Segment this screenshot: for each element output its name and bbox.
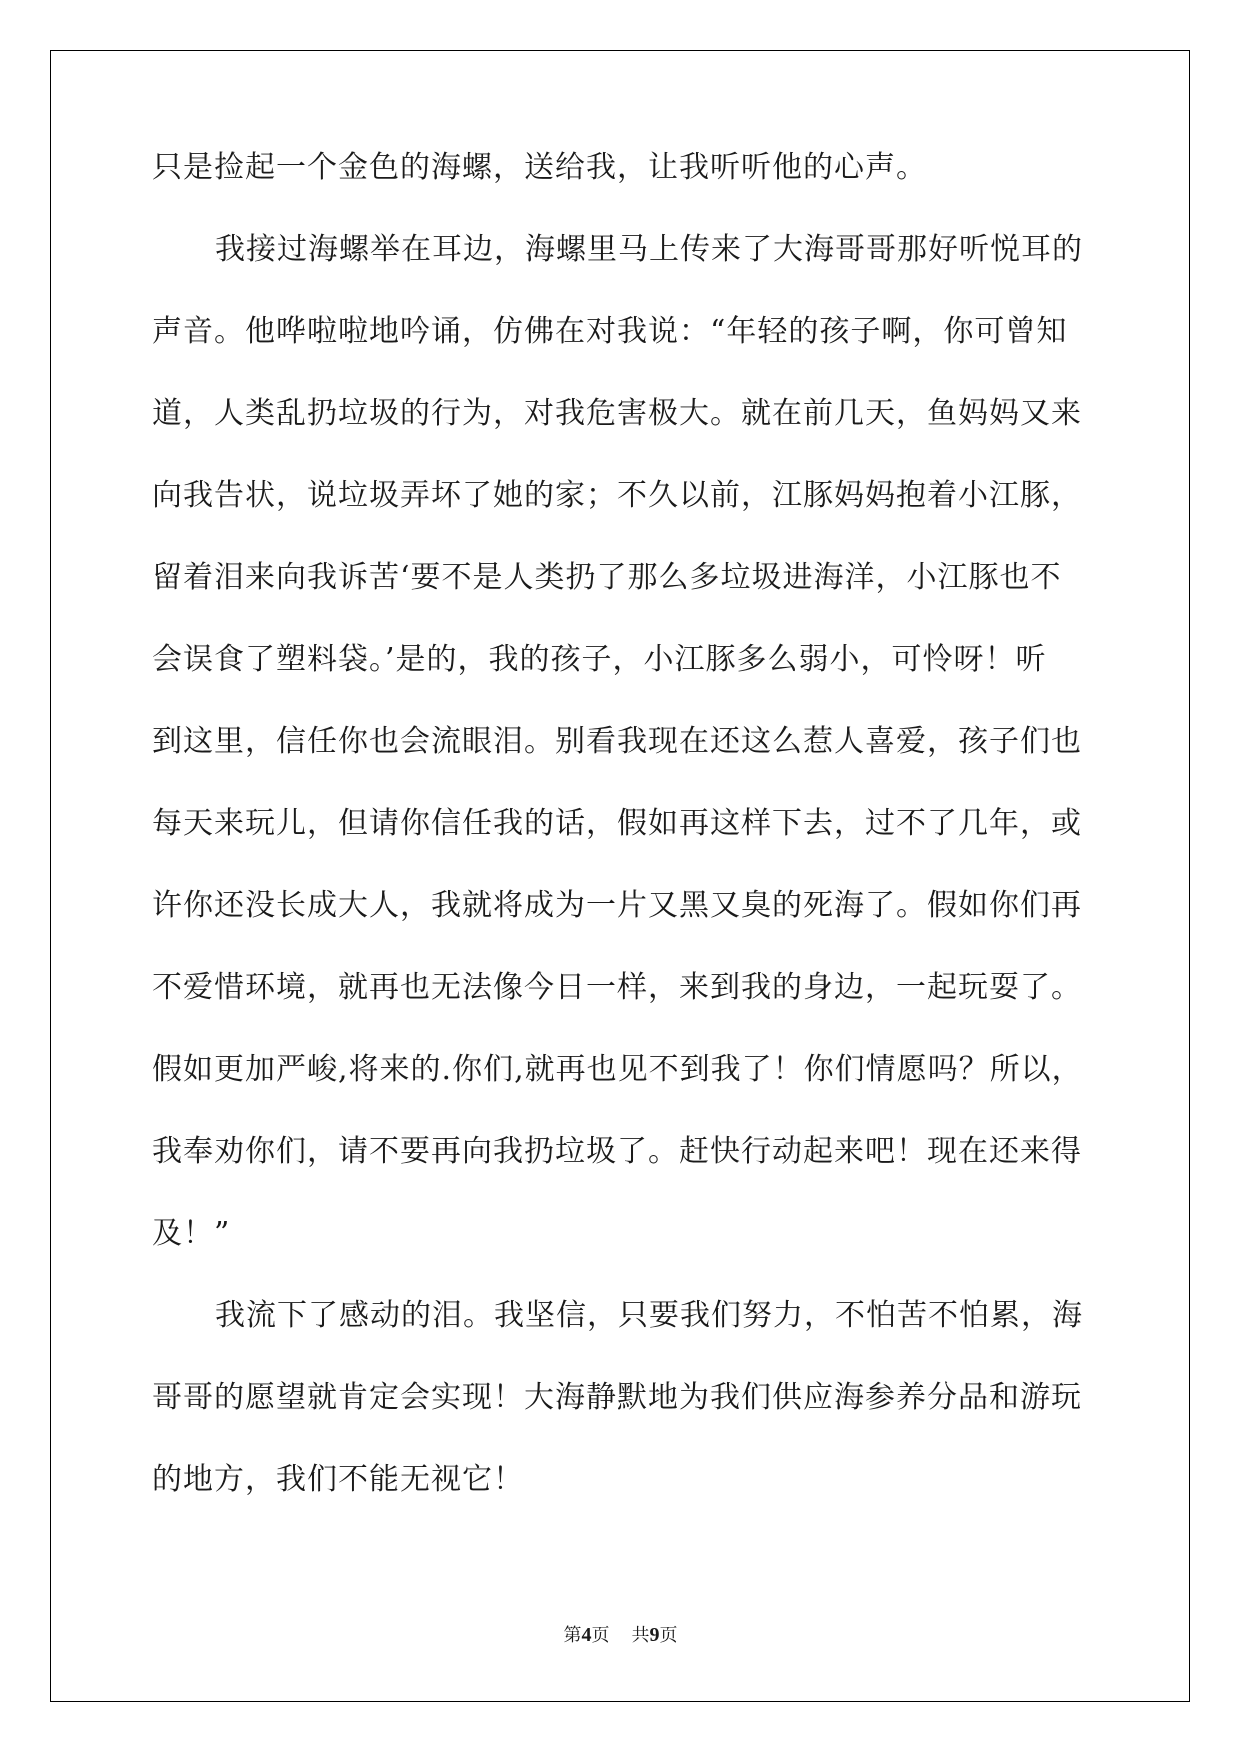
page-prefix: 第: [563, 1625, 582, 1646]
text-line-16: 哥哥的愿望就肯定会实现！大海静默地为我们供应海参养分品和游玩: [152, 1380, 1082, 1415]
text-line-2: 我接过海螺举在耳边，海螺里马上传来了大海哥哥那好听悦耳的: [215, 232, 1083, 267]
text-line-3: 声音。他哗啦啦地吟诵，仿佛在对我说：“年轻的孩子啊，你可曾知: [152, 314, 1068, 349]
text-line-10: 许你还没长成大人，我就将成为一片又黑又臭的死海了。假如你们再: [152, 888, 1082, 923]
document-body: [152, 151, 1087, 1545]
text-line-5: 向我告状，说垃圾弄坏了她的家；不久以前，江豚妈妈抱着小江豚，: [152, 478, 1082, 513]
total-prefix: 共: [631, 1625, 650, 1646]
text-line-8: 到这里，信任你也会流眼泪。别看我现在还这么惹人喜爱，孩子们也: [152, 724, 1082, 759]
page-suffix: 页: [591, 1625, 610, 1646]
text-line-4: 道，人类乱扔垃圾的行为，对我危害极大。就在前几天，鱼妈妈又来: [152, 396, 1082, 431]
text-line-9: 每天来玩儿，但请你信任我的话，假如再这样下去，过不了几年，或: [152, 806, 1082, 841]
total-suffix: 页: [659, 1625, 678, 1646]
text-line-12: 假如更加严峻,将来的.你们,就再也见不到我了！你们情愿吗？所以，: [152, 1052, 1083, 1087]
page-footer: [0, 1624, 1241, 1647]
text-line-11: 不爱惜环境，就再也无法像今日一样，来到我的身边，一起玩耍了。: [152, 970, 1082, 1005]
text-line-15: 我流下了感动的泪。我坚信，只要我们努力，不怕苦不怕累，海: [215, 1298, 1083, 1333]
text-line-14: 及！”: [152, 1216, 231, 1251]
text-line-6: 留着泪来向我诉苦‘要不是人类扔了那么多垃圾进海洋，小江豚也不: [152, 560, 1062, 595]
text-line-13: 我奉劝你们，请不要再向我扔垃圾了。赶快行动起来吧！现在还来得: [152, 1134, 1082, 1169]
page-number: 4: [581, 1624, 592, 1646]
text-line-17: 的地方，我们不能无视它！: [152, 1462, 524, 1497]
total-pages: 9: [649, 1624, 660, 1646]
text-line-7: 会误食了塑料袋。’是的，我的孩子，小江豚多么弱小，可怜呀！听: [152, 642, 1047, 677]
text-line-1: 只是捡起一个金色的海螺，送给我，让我听听他的心声。: [152, 150, 927, 185]
